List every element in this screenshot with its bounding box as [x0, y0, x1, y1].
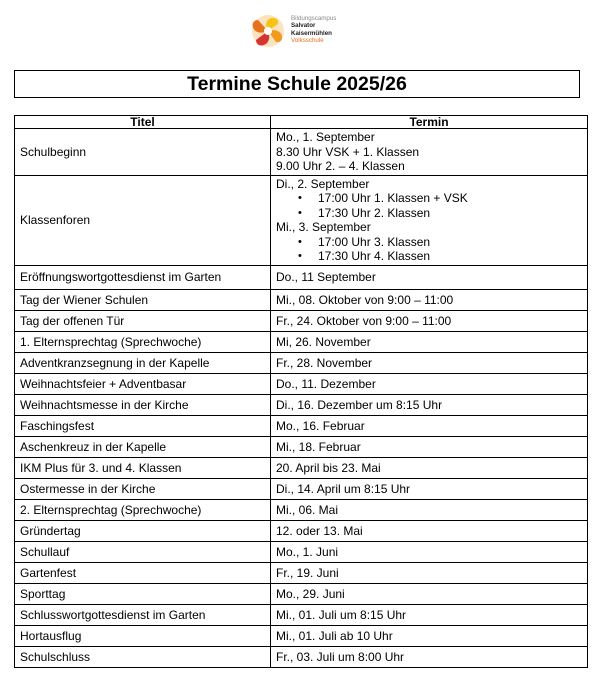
cell-termin: 12. oder 13. Mai	[271, 520, 588, 541]
table-row	[15, 478, 588, 499]
header-termin: Termin	[271, 116, 588, 129]
table-row	[15, 520, 588, 541]
table-row	[15, 352, 588, 373]
table-row-klassenforen	[15, 175, 588, 265]
cell-termin: Mi., 06. Mai	[271, 499, 588, 520]
table-row	[15, 583, 588, 604]
cell-termin	[271, 175, 588, 265]
list-item: • 17:00 Uhr 3. Klassen	[298, 235, 587, 250]
cell-title: Adventkranzsegnung in der Kapelle	[15, 352, 271, 373]
table-row	[15, 415, 588, 436]
logo-text	[291, 15, 336, 45]
termin-day: Di., 2. September	[276, 176, 370, 191]
cell-title: Ostermesse in der Kirche	[15, 478, 271, 499]
cell-title: Klassenforen	[15, 175, 271, 265]
table-row	[15, 604, 588, 625]
cell-title: Tag der Wiener Schulen	[15, 289, 271, 310]
cell-title: Eröffnungswortgottesdienst im Garten	[15, 265, 271, 289]
cell-title: Schullauf	[15, 541, 271, 562]
list-item: • 17:00 Uhr 1. Klassen + VSK	[298, 191, 587, 206]
pinwheel-logo-icon	[248, 12, 288, 50]
table-row	[15, 562, 588, 583]
cell-title: Weihnachtsmesse in der Kirche	[15, 394, 271, 415]
cell-termin	[271, 129, 588, 176]
bullet-list	[276, 191, 587, 220]
cell-termin: Do., 11 September	[271, 265, 588, 289]
cell-title: Weihnachtsfeier + Adventbasar	[15, 373, 271, 394]
cell-title: Gartenfest	[15, 562, 271, 583]
termine-table	[14, 115, 588, 668]
cell-termin: Fr., 03. Juli um 8:00 Uhr	[271, 646, 588, 667]
page-title: Termine Schule 2025/26	[187, 73, 407, 95]
table-row	[15, 394, 588, 415]
list-item: • 17:30 Uhr 4. Klassen	[298, 249, 587, 264]
logo-line-3: Kaisermühlen	[291, 29, 332, 37]
table-row	[15, 373, 588, 394]
cell-termin: Mi, 26. November	[271, 331, 588, 352]
cell-termin: Do., 11. Dezember	[271, 373, 588, 394]
cell-title: Aschenkreuz in der Kapelle	[15, 436, 271, 457]
header-titel: Titel	[15, 116, 271, 129]
termin-line: 8.30 Uhr VSK + 1. Klassen	[276, 144, 420, 159]
cell-termin: Di., 16. Dezember um 8:15 Uhr	[271, 394, 588, 415]
title-box	[14, 70, 580, 98]
table-row-schulbeginn	[15, 129, 588, 176]
cell-termin: Fr., 24. Oktober von 9:00 – 11:00	[271, 310, 588, 331]
cell-termin: Mo., 29. Juni	[271, 583, 588, 604]
cell-title: Tag der offenen Tür	[15, 310, 271, 331]
table-row	[15, 331, 588, 352]
termin-line: Mo., 1. September	[276, 130, 375, 144]
cell-termin: Fr., 28. November	[271, 352, 588, 373]
table-row	[15, 457, 588, 478]
school-logo	[248, 12, 348, 52]
cell-termin: Mi., 08. Oktober von 9:00 – 11:00	[271, 289, 588, 310]
header-row	[15, 116, 588, 129]
table-row	[15, 289, 588, 310]
cell-termin: Mo., 1. Juni	[271, 541, 588, 562]
cell-title: IKM Plus für 3. und 4. Klassen	[15, 457, 271, 478]
cell-title: Schulschluss	[15, 646, 271, 667]
table-row	[15, 541, 588, 562]
cell-termin: 20. April bis 23. Mai	[271, 457, 588, 478]
cell-termin: Mi., 01. Juli um 8:15 Uhr	[271, 604, 588, 625]
cell-title: 2. Elternsprechtag (Sprechwoche)	[15, 499, 271, 520]
list-item: • 17:30 Uhr 2. Klassen	[298, 206, 587, 221]
table-row	[15, 436, 588, 457]
cell-title: Schlusswortgottesdienst im Garten	[15, 604, 271, 625]
cell-title: 1. Elternsprechtag (Sprechwoche)	[15, 331, 271, 352]
cell-title: Sporttag	[15, 583, 271, 604]
cell-title: Hortausflug	[15, 625, 271, 646]
cell-title: Schulbeginn	[15, 129, 271, 176]
termin-line: 9.00 Uhr 2. – 4. Klassen	[276, 159, 405, 173]
table-row	[15, 625, 588, 646]
table-row	[15, 499, 588, 520]
logo-line-4: Volksschule	[291, 37, 324, 45]
logo-line-2: Salvator	[291, 22, 316, 30]
table-row	[15, 646, 588, 667]
cell-termin: Fr., 19. Juni	[271, 562, 588, 583]
cell-termin: Mi., 01. Juli ab 10 Uhr	[271, 625, 588, 646]
cell-termin: Mi., 18. Februar	[271, 436, 588, 457]
termin-day: Mi., 3. September	[276, 220, 371, 234]
logo-line-1: Bildungscampus	[291, 15, 337, 22]
cell-termin: Mo., 16. Februar	[271, 415, 588, 436]
cell-title: Gründertag	[15, 520, 271, 541]
bullet-list	[276, 235, 587, 264]
cell-termin: Di., 14. April um 8:15 Uhr	[271, 478, 588, 499]
table-row	[15, 265, 588, 289]
table-row	[15, 310, 588, 331]
cell-title: Faschingsfest	[15, 415, 271, 436]
